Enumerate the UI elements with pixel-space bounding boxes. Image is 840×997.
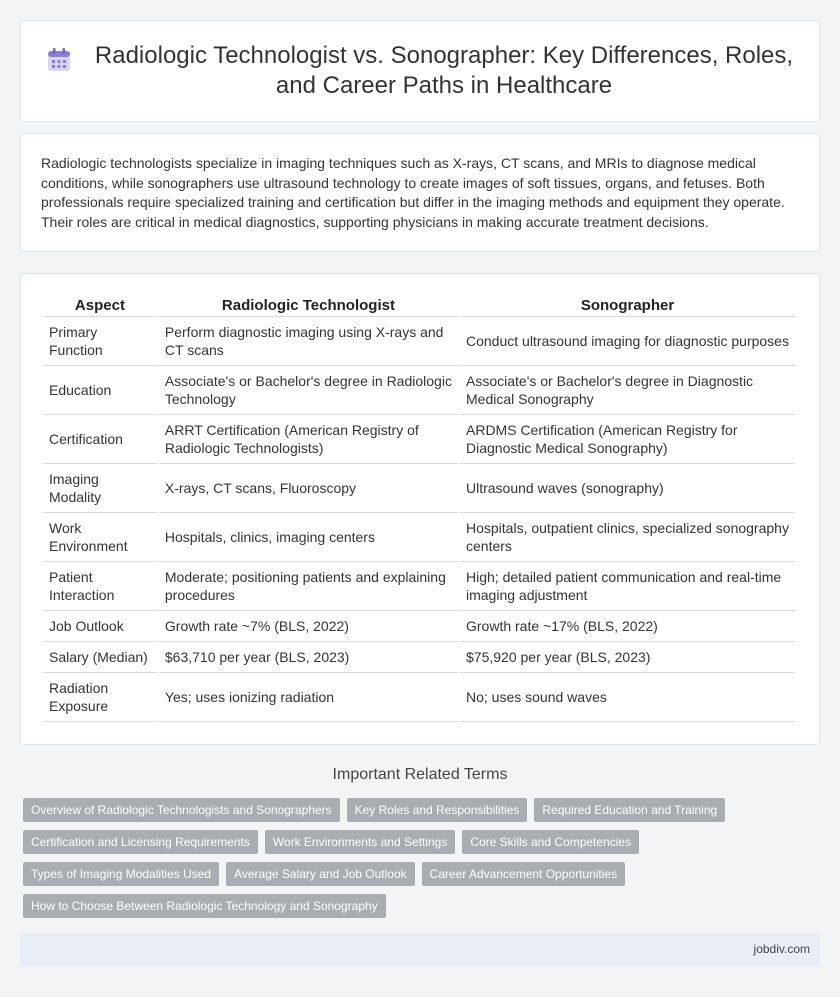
- radiologic-cell: Hospitals, clinics, imaging centers: [159, 513, 458, 562]
- aspect-cell: Work Environment: [43, 513, 157, 562]
- related-term-tag[interactable]: Types of Imaging Modalities Used: [23, 862, 219, 886]
- radiologic-cell: Moderate; positioning patients and explaining procedures: [159, 562, 458, 611]
- table-row: [43, 673, 795, 722]
- comparison-table: [41, 293, 797, 722]
- calendar-icon: [46, 47, 72, 73]
- related-terms-title: Important Related Terms: [332, 766, 508, 783]
- related-terms-tags: [23, 798, 823, 926]
- sonographer-cell: Ultrasound waves (sonography): [460, 464, 795, 513]
- summary-card: [20, 133, 820, 252]
- related-term-tag[interactable]: How to Choose Between Radiologic Technology and Sonography: [23, 894, 386, 918]
- sonographer-cell: $75,920 per year (BLS, 2023): [460, 642, 795, 673]
- related-term-tag[interactable]: Core Skills and Competencies: [462, 830, 639, 854]
- table-row: [43, 611, 795, 642]
- related-term-tag[interactable]: Average Salary and Job Outlook: [226, 862, 415, 886]
- sonographer-cell: Associate's or Bachelor's degree in Diagnostic Medical Sonography: [460, 366, 795, 415]
- header-radiologic-technologist: Radiologic Technologist: [159, 293, 458, 317]
- aspect-cell: Radiation Exposure: [43, 673, 157, 722]
- radiologic-cell: Associate's or Bachelor's degree in Radiologic Technology: [159, 366, 458, 415]
- footer-site-link[interactable]: jobdiv.com: [753, 942, 810, 956]
- table-row: [43, 415, 795, 464]
- aspect-cell: Job Outlook: [43, 611, 157, 642]
- comparison-table-card: [20, 273, 820, 745]
- page-title: Radiologic Technologist vs. Sonographer: Key Differences, Roles, and Career Paths in Healthcare: [94, 42, 794, 99]
- table-row: [43, 562, 795, 611]
- related-term-tag[interactable]: Career Advancement Opportunities: [422, 862, 625, 886]
- aspect-cell: Primary Function: [43, 317, 157, 366]
- related-term-tag[interactable]: Work Environments and Settings: [265, 830, 456, 854]
- summary-text: Radiologic technologists specialize in imaging techniques such as X-rays, CT scans, and MRIs to diagnose medical conditions, while sonographers use ultrasound technology to create images of soft tissues, organs, and fetuses. Both professionals require specialized training and certification but differ in the imaging methods and equipment they operate. Their roles are critical in medical diagnostics, supporting physicians in making accurate treatment decisions.: [41, 155, 785, 230]
- table-header-row: [43, 293, 795, 317]
- aspect-cell: Education: [43, 366, 157, 415]
- related-term-tag[interactable]: Key Roles and Responsibilities: [347, 798, 528, 822]
- table-row: [43, 317, 795, 366]
- sonographer-cell: No; uses sound waves: [460, 673, 795, 722]
- radiologic-cell: Yes; uses ionizing radiation: [159, 673, 458, 722]
- table-row: [43, 513, 795, 562]
- radiologic-cell: $63,710 per year (BLS, 2023): [159, 642, 458, 673]
- header-aspect: Aspect: [43, 293, 157, 317]
- sonographer-cell: ARDMS Certification (American Registry for Diagnostic Medical Sonography): [460, 415, 795, 464]
- aspect-cell: Salary (Median): [43, 642, 157, 673]
- table-row: [43, 464, 795, 513]
- related-term-tag[interactable]: Certification and Licensing Requirements: [23, 830, 258, 854]
- related-term-tag[interactable]: Required Education and Training: [534, 798, 725, 822]
- title-card: [20, 20, 820, 122]
- radiologic-cell: Growth rate ~7% (BLS, 2022): [159, 611, 458, 642]
- aspect-cell: Certification: [43, 415, 157, 464]
- related-term-tag[interactable]: Overview of Radiologic Technologists and Sonographers: [23, 798, 340, 822]
- sonographer-cell: Hospitals, outpatient clinics, specialized sonography centers: [460, 513, 795, 562]
- sonographer-cell: Conduct ultrasound imaging for diagnostic purposes: [460, 317, 795, 366]
- radiologic-cell: X-rays, CT scans, Fluoroscopy: [159, 464, 458, 513]
- radiologic-cell: Perform diagnostic imaging using X-rays and CT scans: [159, 317, 458, 366]
- footer: [20, 933, 820, 966]
- table-row: [43, 366, 795, 415]
- sonographer-cell: High; detailed patient communication and real-time imaging adjustment: [460, 562, 795, 611]
- radiologic-cell: ARRT Certification (American Registry of Radiologic Technologists): [159, 415, 458, 464]
- header-sonographer: Sonographer: [460, 293, 795, 317]
- aspect-cell: Patient Interaction: [43, 562, 157, 611]
- sonographer-cell: Growth rate ~17% (BLS, 2022): [460, 611, 795, 642]
- aspect-cell: Imaging Modality: [43, 464, 157, 513]
- table-row: [43, 642, 795, 673]
